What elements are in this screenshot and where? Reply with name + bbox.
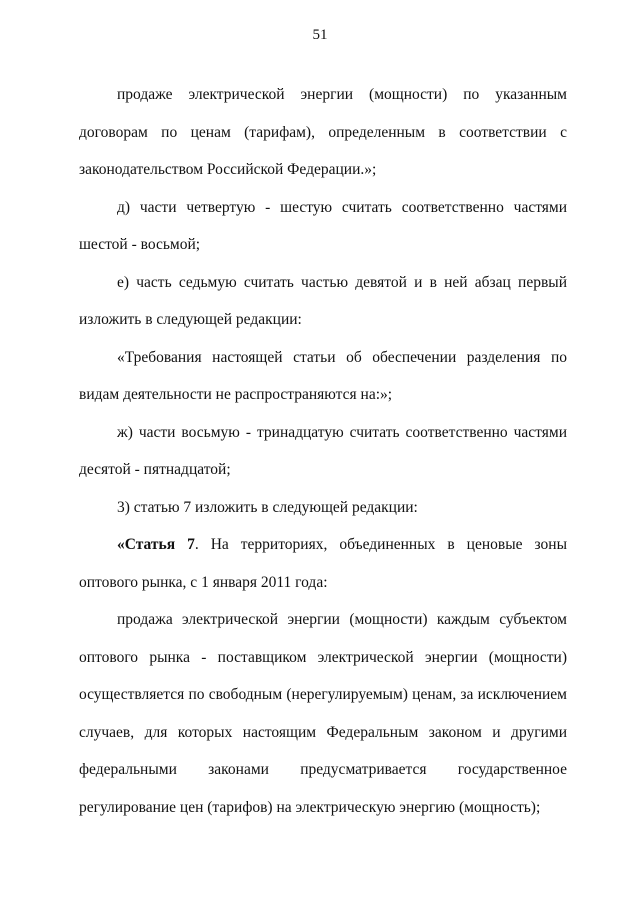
paragraph-article-7 xyxy=(79,526,567,601)
paragraph-item-3: 3) статью 7 изложить в следующей редакции: xyxy=(117,498,418,516)
paragraph-item-d: д) части четвертую - шестую считать соответственно частями шестой - восьмой; xyxy=(79,198,567,253)
paragraph-item-e: е) часть седьмую считать частью девятой и в ней абзац первый изложить в следующей редакции: xyxy=(79,273,567,328)
paragraph-continuation: продаже электрической энергии (мощности) по указанным договорам по ценам (тарифам), определенным в соответствии с законодательством Российской Федерации.»; xyxy=(79,86,567,178)
paragraph-item-zh: ж) части восьмую - тринадцатую считать соответственно частями десятой - пятнадцатой; xyxy=(79,423,567,478)
article-heading: «Статья 7 xyxy=(117,536,195,553)
paragraph-sale-provision: продажа электрической энергии (мощности) каждым субъектом оптового рынка - поставщиком электрической энергии (мощности) осуществляется по свободным (нерегулируемым) ценам, за исключением случаев, для которых настоящим Федеральным законом и другими федеральными законами предусматривается государственное регулирование цен (тарифов) на электрическую энергию (мощность); xyxy=(79,611,567,816)
paragraph-quote-requirements: «Требования настоящей статьи об обеспечении разделения по видам деятельности не распространяются на:»; xyxy=(79,348,567,403)
document-body xyxy=(79,76,567,826)
page-number: 51 xyxy=(312,27,328,43)
article-intro-text: . На территориях, объединенных в ценовые зоны оптового рынка, с 1 января 2011 года: xyxy=(79,536,567,591)
